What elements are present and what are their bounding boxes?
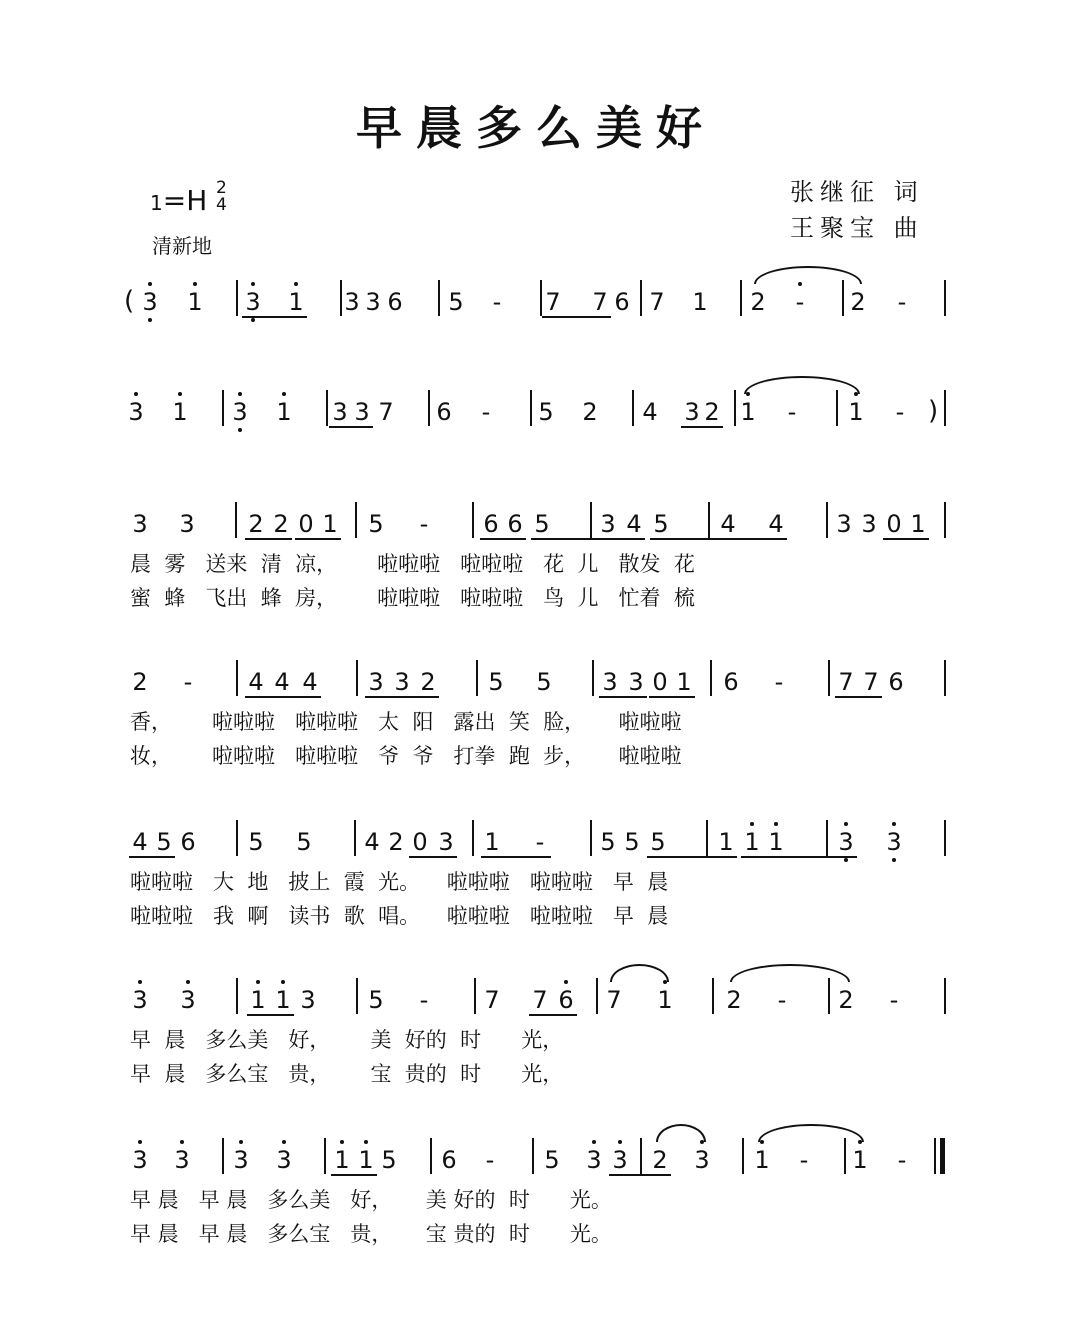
high-octave-dot [148, 282, 152, 286]
note: 5 [368, 986, 384, 1014]
barline [236, 660, 238, 696]
note: 2 [582, 398, 598, 426]
note: - [889, 986, 899, 1014]
note: 5 [368, 510, 384, 538]
note: 1 [676, 668, 692, 696]
beam-underline [609, 1174, 671, 1176]
beam-underline [365, 696, 439, 698]
note: 3 [861, 510, 877, 538]
barline [944, 502, 946, 538]
high-octave-dot [138, 980, 142, 984]
note: - [492, 288, 502, 316]
barline [596, 978, 598, 1014]
note: 3 [174, 1146, 190, 1174]
beam-underline [883, 538, 929, 540]
low-octave-dot [844, 858, 848, 862]
note: 3 [368, 668, 384, 696]
note: 2 [248, 510, 264, 538]
note: 2 [704, 398, 720, 426]
note: 1 [288, 288, 304, 316]
note: 4 [248, 668, 264, 696]
low-octave-dot [251, 318, 255, 322]
low-octave-dot [892, 858, 896, 862]
barline [826, 502, 828, 538]
note: 1 [250, 986, 266, 1014]
beam-underline [481, 856, 551, 858]
barline [236, 820, 238, 856]
note: 3 [132, 1146, 148, 1174]
barline [944, 820, 946, 856]
note: 1 [334, 1146, 350, 1174]
note: 1 [484, 828, 500, 856]
note: - [774, 668, 784, 696]
note: 1 [657, 986, 673, 1014]
note: 3 [586, 1146, 602, 1174]
barline [712, 978, 714, 1014]
barline [590, 502, 592, 538]
note: 3 [354, 398, 370, 426]
high-octave-dot [239, 1140, 243, 1144]
note: 3 [344, 288, 360, 316]
note: 3 [128, 398, 144, 426]
open-paren: ( [124, 286, 135, 316]
barline [326, 390, 328, 426]
high-octave-dot [294, 282, 298, 286]
high-octave-dot [281, 980, 285, 984]
high-octave-dot [134, 392, 138, 396]
note: 0 [886, 510, 902, 538]
barline [476, 660, 478, 696]
note: 1 [187, 288, 203, 316]
high-octave-dot [844, 822, 848, 826]
note: 4 [274, 668, 290, 696]
barline [640, 1138, 642, 1174]
barline [944, 390, 946, 426]
barline [236, 280, 238, 316]
note: 2 [652, 1146, 668, 1174]
lyric-line: 香， 啦啦啦 啦啦啦 太 阳 露出 笑 脸， 啦啦啦 [130, 710, 682, 734]
note: 6 [723, 668, 739, 696]
note: 1 [848, 398, 864, 426]
barline [734, 390, 736, 426]
note: 5 [536, 668, 552, 696]
note: 1 [275, 986, 291, 1014]
barline [222, 390, 224, 426]
barline [235, 502, 237, 538]
lyric-line: 早 晨 多么美 好， 美 好的 时 光， [130, 1028, 564, 1052]
note: 1 [852, 1146, 868, 1174]
barline [438, 280, 440, 316]
lyric-line: 早 晨 多么宝 贵， 宝 贵的 时 光， [130, 1062, 564, 1086]
high-octave-dot [193, 282, 197, 286]
barline [640, 280, 642, 316]
note: 5 [296, 828, 312, 856]
barline [532, 1138, 534, 1174]
note: 3 [276, 1146, 292, 1174]
barline [706, 820, 708, 856]
lyric-line: 蜜 蜂 飞出 蜂 房， 啦啦啦 啦啦啦 鸟 儿 忙着 梳 [130, 586, 695, 610]
note: 2 [850, 288, 866, 316]
note: 3 [836, 510, 852, 538]
high-octave-dot [178, 392, 182, 396]
note: 1 [358, 1146, 374, 1174]
note: 3 [232, 398, 248, 426]
note: 0 [412, 828, 428, 856]
note: 5 [448, 288, 464, 316]
note: 3 [612, 1146, 628, 1174]
high-octave-dot [282, 1140, 286, 1144]
beam-underline [599, 696, 647, 698]
low-octave-dot [148, 318, 152, 322]
lyric-line: 啦啦啦 我 啊 读书 歌 唱。 啦啦啦 啦啦啦 早 晨 [130, 904, 669, 928]
note: 3 [394, 668, 410, 696]
note: 3 [233, 1146, 249, 1174]
tempo-marking: 清新地 [152, 234, 212, 258]
high-octave-dot [180, 1140, 184, 1144]
tie-slur [754, 266, 862, 284]
note: - [419, 986, 429, 1014]
barline [828, 660, 830, 696]
note: 3 [132, 986, 148, 1014]
barline [355, 502, 357, 538]
beam-underline [242, 316, 307, 318]
note: 2 [388, 828, 404, 856]
barline [472, 820, 474, 856]
note: 5 [653, 510, 669, 538]
barline [590, 820, 592, 856]
time-bottom: 4 [216, 195, 227, 215]
note: 3 [600, 510, 616, 538]
beam-underline [835, 696, 882, 698]
note: 4 [302, 668, 318, 696]
composer-credit: 王聚宝 曲 [790, 214, 924, 242]
note: 6 [436, 398, 452, 426]
note: 2 [838, 986, 854, 1014]
note: 6 [507, 510, 523, 538]
high-octave-dot [892, 822, 896, 826]
high-octave-dot [251, 282, 255, 286]
note: 5 [381, 1146, 397, 1174]
note: 1 [744, 828, 760, 856]
note: 1 [172, 398, 188, 426]
beam-underline [245, 538, 292, 540]
note: - [799, 1146, 809, 1174]
note: 7 [606, 986, 622, 1014]
note: 4 [768, 510, 784, 538]
note: 5 [544, 1146, 560, 1174]
note: 4 [720, 510, 736, 538]
note: 3 [179, 510, 195, 538]
tie-slur [758, 1124, 864, 1142]
lyric-line: 早 晨 早 晨 多么宝 贵， 宝 贵的 时 光。 [130, 1222, 612, 1246]
barline [356, 978, 358, 1014]
note: - [895, 398, 905, 426]
note: 7 [863, 668, 879, 696]
barline [474, 978, 476, 1014]
note: 3 [628, 668, 644, 696]
note: 7 [649, 288, 665, 316]
barline [356, 660, 358, 696]
tie-slur [656, 1124, 706, 1142]
note: - [777, 986, 787, 1014]
note: 5 [650, 828, 666, 856]
note: 6 [558, 986, 574, 1014]
note: - [795, 288, 805, 316]
note: 7 [545, 288, 561, 316]
note: 5 [488, 668, 504, 696]
barline [742, 1138, 744, 1174]
barline [944, 660, 946, 696]
note: 4 [364, 828, 380, 856]
barline [530, 390, 532, 426]
high-octave-dot [238, 392, 242, 396]
lyric-line: 妆， 啦啦啦 啦啦啦 爷 爷 打拳 跑 步， 啦啦啦 [130, 744, 682, 768]
note: 2 [273, 510, 289, 538]
tie-slur [744, 376, 860, 394]
note: 5 [248, 828, 264, 856]
note: 3 [132, 510, 148, 538]
beam-underline [529, 1014, 577, 1016]
note: 6 [483, 510, 499, 538]
note: 5 [538, 398, 554, 426]
note: 4 [626, 510, 642, 538]
note: 3 [838, 828, 854, 856]
note: 1 [754, 1146, 770, 1174]
note: - [481, 398, 491, 426]
note: - [787, 398, 797, 426]
high-octave-dot [564, 980, 568, 984]
note: 3 [438, 828, 454, 856]
beam-underline [650, 538, 787, 540]
note: 3 [245, 288, 261, 316]
high-octave-dot [750, 822, 754, 826]
barline [592, 660, 594, 696]
note: - [897, 288, 907, 316]
note: - [485, 1146, 495, 1174]
high-octave-dot [774, 822, 778, 826]
beam-underline [649, 696, 695, 698]
beam-underline [647, 856, 737, 858]
note: 6 [387, 288, 403, 316]
beam-underline [331, 1174, 377, 1176]
barline [236, 978, 238, 1014]
note: 3 [684, 398, 700, 426]
barline [710, 660, 712, 696]
barline [844, 1138, 846, 1174]
beam-underline [681, 426, 723, 428]
barline [842, 280, 844, 316]
note: 5 [156, 828, 172, 856]
high-octave-dot [256, 980, 260, 984]
high-octave-dot [364, 1140, 368, 1144]
note: 1 [910, 510, 926, 538]
high-octave-dot [138, 1140, 142, 1144]
barline [540, 280, 542, 316]
final-barline [940, 1138, 945, 1174]
note: - [535, 828, 545, 856]
barline [944, 978, 946, 1014]
note: 4 [132, 828, 148, 856]
note: 2 [726, 986, 742, 1014]
note: - [419, 510, 429, 538]
note: 1 [322, 510, 338, 538]
beam-underline [741, 856, 857, 858]
low-octave-dot [238, 428, 242, 432]
note: 3 [300, 986, 316, 1014]
beam-underline [129, 856, 175, 858]
high-octave-dot [340, 1140, 344, 1144]
beam-underline [531, 538, 645, 540]
high-octave-dot [186, 980, 190, 984]
high-octave-dot [282, 392, 286, 396]
note: 1 [276, 398, 292, 426]
note: - [897, 1146, 907, 1174]
note: 7 [532, 986, 548, 1014]
key-name: =H [162, 184, 208, 217]
beam-underline [409, 856, 457, 858]
note: 7 [484, 986, 500, 1014]
note: 7 [592, 288, 608, 316]
beam-underline [329, 426, 373, 428]
barline [632, 390, 634, 426]
note: 3 [694, 1146, 710, 1174]
barline [826, 820, 828, 856]
note: 6 [180, 828, 196, 856]
note: 2 [420, 668, 436, 696]
note: 1 [768, 828, 784, 856]
barline [708, 502, 710, 538]
time-top: 2 [216, 178, 227, 198]
note: 3 [142, 288, 158, 316]
note: 7 [378, 398, 394, 426]
time-signature [216, 180, 227, 214]
barline [836, 390, 838, 426]
key-signature [150, 184, 207, 217]
beam-underline [245, 696, 321, 698]
lyric-line: 啦啦啦 大 地 披上 霞 光。 啦啦啦 啦啦啦 早 晨 [130, 870, 669, 894]
beam-underline [480, 538, 526, 540]
lyric-line: 早 晨 早 晨 多么美 好， 美 好的 时 光。 [130, 1188, 612, 1212]
note: 7 [838, 668, 854, 696]
note: 5 [624, 828, 640, 856]
note: 4 [642, 398, 658, 426]
note: 3 [886, 828, 902, 856]
beam-underline [247, 1014, 294, 1016]
barline [472, 502, 474, 538]
high-octave-dot [618, 1140, 622, 1144]
note: 3 [602, 668, 618, 696]
final-barline-thin [934, 1138, 936, 1174]
note: 1 [692, 288, 708, 316]
close-paren: ) [928, 396, 939, 426]
note: 6 [441, 1146, 457, 1174]
high-octave-dot [592, 1140, 596, 1144]
note: 5 [600, 828, 616, 856]
barline [324, 1138, 326, 1174]
barline [340, 280, 342, 316]
barline [828, 978, 830, 1014]
note: 3 [180, 986, 196, 1014]
note: 0 [298, 510, 314, 538]
barline [222, 1138, 224, 1174]
note: 6 [888, 668, 904, 696]
song-title: 早晨多么美好 [356, 101, 716, 155]
note: 5 [534, 510, 550, 538]
tie-slur [730, 964, 850, 982]
key-prefix: 1 [150, 191, 163, 215]
note: 2 [750, 288, 766, 316]
note: 6 [614, 288, 630, 316]
beam-underline [542, 316, 611, 318]
barline [428, 390, 430, 426]
beam-underline [295, 538, 341, 540]
note: 2 [132, 668, 148, 696]
barline [430, 1138, 432, 1174]
lyricist-credit: 张继征 词 [790, 178, 924, 206]
note: 3 [365, 288, 381, 316]
note: 1 [718, 828, 734, 856]
lyric-line: 晨 雾 送来 清 凉， 啦啦啦 啦啦啦 花 儿 散发 花 [130, 552, 695, 576]
barline [944, 280, 946, 316]
note: 1 [740, 398, 756, 426]
note: - [183, 668, 193, 696]
tie-slur [610, 964, 669, 982]
barline [354, 820, 356, 856]
barline [740, 280, 742, 316]
note: 0 [652, 668, 668, 696]
note: 3 [332, 398, 348, 426]
